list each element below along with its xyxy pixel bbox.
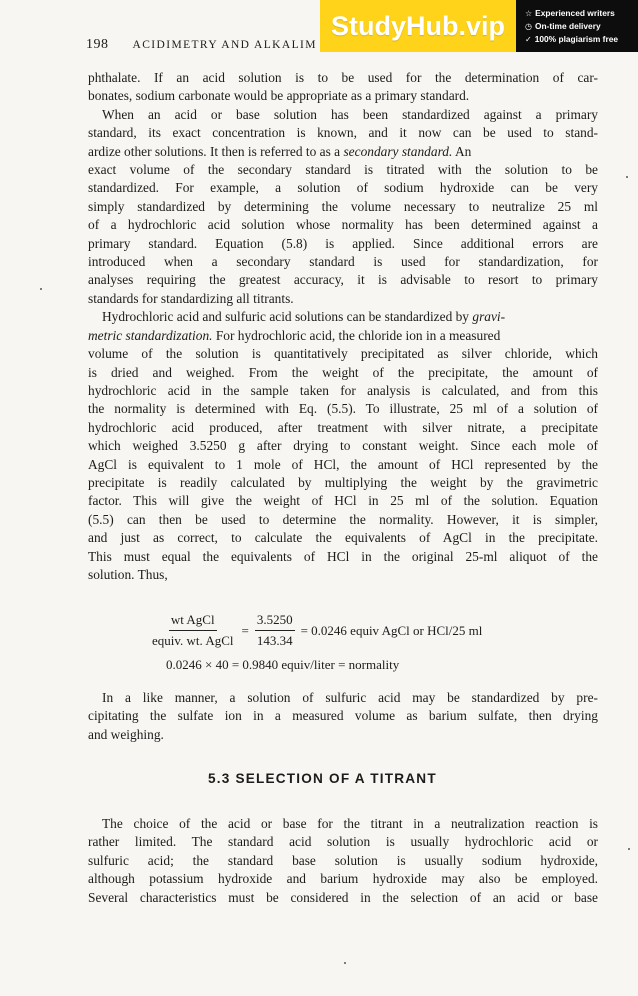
text-line: is dried and weighed. From the weight of the precipitate, the amount of <box>88 364 598 380</box>
text-line: volume of the solution is quantitatively precipitated as silver chloride, which <box>88 346 598 362</box>
text-segment: For hydrochloric acid, the chloride ion in a measured <box>215 327 501 343</box>
paragraph-sulfuric <box>88 689 598 744</box>
feature-label: Experienced writers <box>535 8 615 18</box>
text-segment: An <box>454 143 472 159</box>
feature-item <box>525 34 638 44</box>
scan-speck <box>344 962 346 964</box>
equation-line-1 <box>150 612 570 649</box>
text-line: In a like manner, a solution of sulfuric acid may be standardized by pre- <box>102 690 598 705</box>
text-line: solution. Thus, <box>88 566 168 582</box>
text-line: The choice of the acid or base for the titrant in a neutralization reaction is <box>102 816 598 831</box>
section-text <box>88 815 598 907</box>
text-line: This must equal the equivalents of HCl in the original 25-ml aliquot of the <box>88 548 598 564</box>
studyhub-banner[interactable] <box>320 0 638 52</box>
clock-icon: ◷ <box>525 21 532 31</box>
term-secondary-standard: secondary standard. <box>343 143 453 159</box>
text-line: exact volume of the secondary standard is titrated with the solution to be <box>88 162 598 178</box>
feature-label: On-time delivery <box>534 21 601 31</box>
text-line: hydrochloric acid produced, after treatment with silver nitrate, a precipitate <box>88 419 598 435</box>
term-gravimetric: gravi- <box>472 309 506 325</box>
scan-speck <box>626 176 628 178</box>
feature-label: 100% plagiarism free <box>534 34 619 44</box>
fraction-lhs <box>150 612 236 649</box>
running-head: ACIDIMETRY AND ALKALIM <box>132 39 317 51</box>
text-line: precipitate is readily calculated by multiplying the weight by the gravimetric <box>88 474 598 490</box>
equation-result: = 0.0246 equiv AgCl or HCl/25 ml <box>300 622 483 638</box>
text-line: Several characteristics must be considered in the selection of an acid or base <box>88 889 598 905</box>
text-line: When an acid or base solution has been standardized against a primary <box>102 106 598 122</box>
text-line: primary standard. Equation (5.8) is applied. Since additional errors are <box>88 235 598 251</box>
text-line: and weighing. <box>88 726 164 742</box>
text-line: bonates, sodium carbonate would be appropriate as a primary standard. <box>88 88 470 104</box>
page-header <box>86 34 317 56</box>
text-line: AgCl is equivalent to 1 mole of HCl, the amount of HCl represented by the <box>88 456 598 472</box>
text-line: of a hydrochloric acid solution whose normality has been determined against a <box>88 217 598 233</box>
term-gravimetric: metric standardization. <box>88 327 213 343</box>
fraction-denominator: equiv. wt. AgCl <box>152 633 234 648</box>
equation-line-2: 0.0246 × 40 = 0.9840 equiv/liter = normality <box>166 657 400 672</box>
star-icon: ☆ <box>525 8 533 18</box>
text-line <box>88 308 598 326</box>
feature-list <box>516 0 638 52</box>
scan-speck <box>628 848 630 850</box>
equals-sign: = <box>241 622 249 638</box>
text-line: analyses requiring the greatest accuracy, it is advisable to resort to primary <box>88 272 598 288</box>
check-circle-icon: ✓ <box>525 34 532 44</box>
feature-item <box>525 8 638 18</box>
text-line: which weighed 3.5250 g after drying to constant weight. Since each mole of <box>88 438 598 454</box>
page-number: 198 <box>86 37 109 52</box>
section-heading: 5.3 SELECTION OF A TITRANT <box>208 771 437 786</box>
fraction-values <box>255 612 295 649</box>
text-line: the normality is determined with Eq. (5.5). To illustrate, 25 ml of a solution of <box>88 401 598 417</box>
fraction-numerator: 3.5250 <box>255 612 295 631</box>
text-line <box>88 143 598 161</box>
text-line: factor. This will give the weight of HCl in 25 ml of the solution. Equation <box>88 493 598 509</box>
text-segment: ardize other solutions. It then is referred to as a <box>88 143 341 159</box>
body-text <box>88 69 598 584</box>
text-line: sulfuric acid; the standard base solution is usually sodium hydroxide, <box>88 852 598 868</box>
text-line: simply standardized by determining the volume necessary to neutralize 25 ml <box>88 198 598 214</box>
text-line: although potassium hydroxide and barium hydroxide may also be employed. <box>88 871 598 887</box>
brand-logo[interactable] <box>320 0 516 52</box>
text-line: rather limited. The standard acid solution is usually hydrochloric acid or <box>88 834 598 850</box>
text-line: standard, its exact concentration is known, and it now can be used to stand- <box>88 125 598 141</box>
text-line: standards for standardizing all titrants. <box>88 290 294 306</box>
text-line <box>88 327 598 345</box>
equation <box>150 612 570 673</box>
text-line: cipitating the sulfate ion in a measured volume as barium sulfate, then drying <box>88 708 598 724</box>
text-segment: Hydrochloric acid and sulfuric acid solutions can be standardized by <box>102 309 470 325</box>
text-line: introduced when a secondary standard is used for standardization, for <box>88 254 598 270</box>
fraction-denominator: 143.34 <box>256 633 293 648</box>
text-line: and just as correct, to calculate the equivalents of AgCl in the precipitate. <box>88 530 598 546</box>
text-line: (5.5) can then be used to determine the normality. However, it is simpler, <box>88 511 598 527</box>
feature-item <box>525 21 638 31</box>
text-line: standardized. For example, a solution of sodium hydroxide can be very <box>88 180 598 196</box>
brand-name: StudyHub.vip <box>331 10 505 41</box>
text-line: phthalate. If an acid solution is to be used for the determination of car- <box>88 70 598 85</box>
scan-speck <box>40 288 42 290</box>
fraction-numerator: wt AgCl <box>169 612 217 631</box>
text-line: hydrochloric acid in the sample taken for analysis is calculated, and from this <box>88 382 598 398</box>
